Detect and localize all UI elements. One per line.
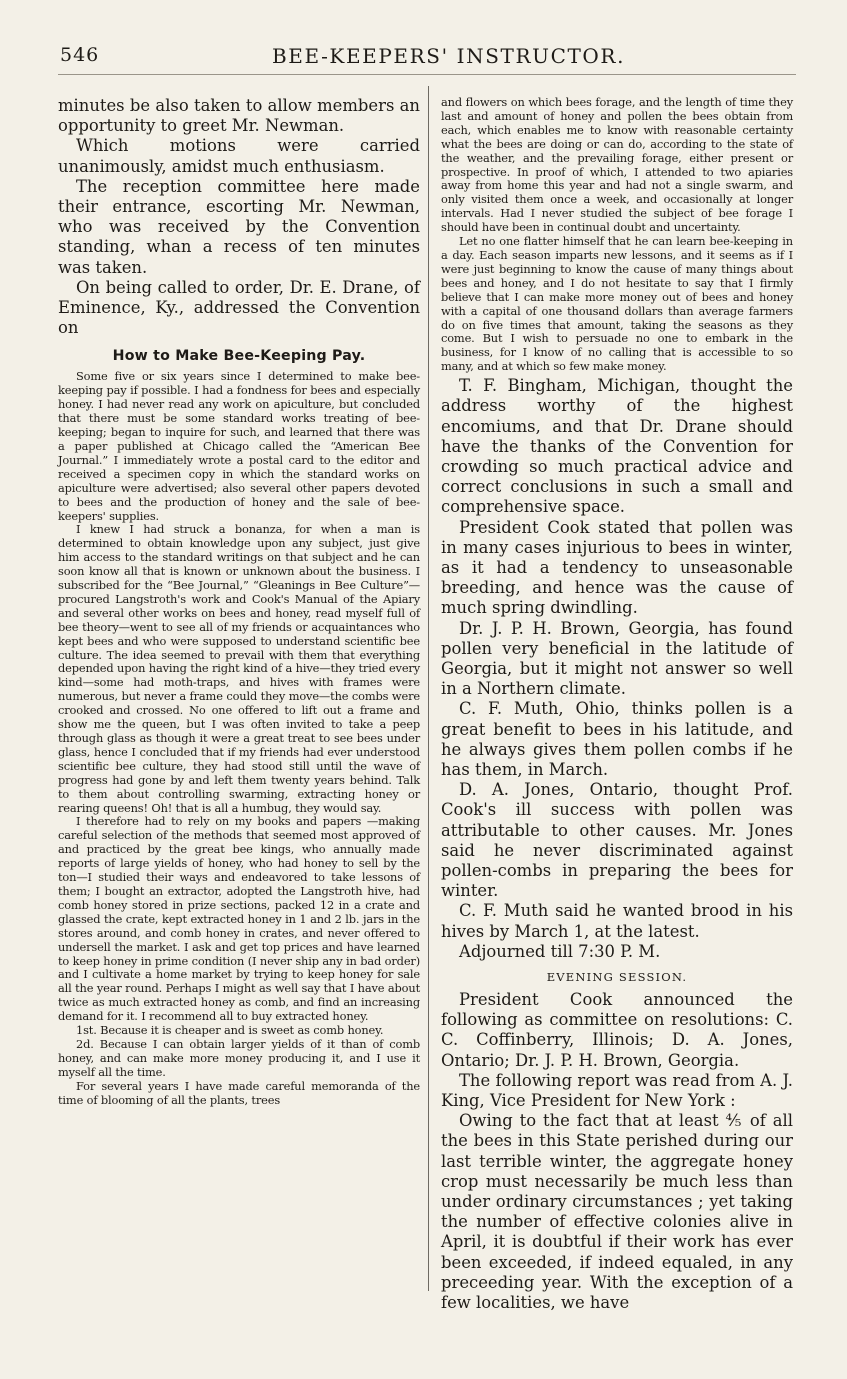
address-paragraph: For several years I have made careful memoranda of the time of blooming of all the plants, trees	[58, 1078, 420, 1107]
address-paragraph: 2d. Because I can obtain larger yields of it than of comb honey, and can make more money producing it, and I use it myself all the time.	[58, 1036, 420, 1079]
paragraph: The following report was read from A. J. King, Vice President for New York :	[441, 1070, 793, 1111]
paragraph: Dr. J. P. H. Brown, Georgia, has found pollen very beneficial in the latitude of Georgia, but it might not answer so well in a Northern climate.	[441, 618, 793, 699]
paragraph: President Cook stated that pollen was in many cases injurious to bees in winter, as it had a tendency to unseasonable breeding, and hence was the cause of much spring dwindling.	[441, 517, 793, 618]
right-column	[441, 96, 793, 1313]
page-header	[60, 44, 780, 76]
paragraph: Which motions were carried unanimously, amidst much enthusiasm.	[58, 136, 420, 176]
paragraph: Owing to the fact that at least ⅘ of all the bees in this State perished during our last terrible winter, the aggregate honey crop must necessarily be much less than under ordinary circumstances ; yet taking the number of effective colonies alive in April, it is doubtful if their work has ever been exceeded, if indeed equaled, in any preceeding year. With the exception of a few localities, we have	[441, 1111, 793, 1313]
page-number: 546	[60, 44, 100, 66]
paragraph: President Cook announced the following as committee on resolutions: C. C. Coffinberry, Illinois; D. A. Jones, Ontario; Dr. J. P. H. Brown, Georgia.	[441, 990, 793, 1070]
running-title: BEE-KEEPERS' INSTRUCTOR.	[272, 44, 626, 68]
paragraph: D. A. Jones, Ontario, thought Prof. Cook's ill success with pollen was attributable to other causes. Mr. Jones said he never discriminated against pollen-combs in preparing the bees for winter.	[441, 780, 793, 901]
address-paragraph: Some five or six years since I determined to make bee-keeping pay if possible. I had a fondness for bees and especially honey. I had never read any work on apiculture, but concluded that there must be some standard works treating of bee-keeping; began to inquire for such, and learned that there was a paper published at Chicago called the “American Bee Journal.” I immediately wrote a postal card to the editor and received a specimen copy in which the standard works on apiculture were advertised; also several other papers devoted to bees and the production of honey and the sale of bee-keepers' supplies.	[58, 369, 420, 523]
address-paragraph: 1st. Because it is cheaper and is sweet as comb honey.	[76, 1023, 384, 1038]
paragraph: C. F. Muth said he wanted brood in his hives by March 1, at the latest.	[441, 901, 793, 941]
section-heading: How to Make Bee-Keeping Pay.	[112, 348, 366, 365]
paragraph: The reception committee here made their entrance, escorting Mr. Newman, who was received by the Convention standing, whan a recess of ten minutes was taken.	[58, 176, 420, 277]
evening-session-heading: EVENING SESSION.	[546, 970, 688, 985]
paragraph: C. F. Muth, Ohio, thinks pollen is a great benefit to bees in his latitude, and he always gives them pollen combs if he has them, in March.	[441, 699, 793, 779]
address-paragraph: and flowers on which bees forage, and the length of time they last and amount of honey and pollen the bees obtain from each, which enables me to know with reasonable certainty what the bees are doing or can do, according to the state of the weather, and the prevailing forage, either present or prospective. In proof of which, I attended to two apiaries away from home this year and had not a single swarm, and only visited them once a week, and occasionally at longer intervals. Had I never studied the subject of bee forage I should have been in continual doubt and uncertainty.	[441, 95, 793, 235]
left-column	[58, 96, 420, 1107]
paragraph: Adjourned till 7:30 P. M.	[459, 941, 661, 961]
paragraph: T. F. Bingham, Michigan, thought the address worthy of the highest encomiums, and that Dr. Drane should have the thanks of the Convention for crowding so much practical advice and correct conclusions in such a small and comprehensive space.	[441, 376, 793, 517]
address-paragraph: I therefore had to rely on my books and papers —making careful selection of the methods that seemed most approved of and practiced by the great bee kings, who annually made reports of large yields of honey, who had honey to sell by the ton—I studied their ways and endeavored to take lessons of them; I bought an extractor, adopted the Langstroth hive, had comb honey stored in prize sections, packed 12 in a crate and glassed the crate, kept extracted honey in 1 and 2 lb. jars in the stores around, and comb honey in crates, and never offered to undersell the market. I ask and get top prices and have learned to keep honey in prime condition (I never ship any in bad order) and I cultivate a home market by trying to keep honey for sale all the year round. Perhaps I might as well say that I have about twice as much extracted honey as comb, and find an increasing demand for it. I recommend all to buy extracted honey.	[58, 814, 420, 1024]
address-paragraph: Let no one flatter himself that he can learn bee-keeping in a day. Each season imparts new lessons, and it seems as if I were just beginning to know the cause of many things about bees and honey, and I do not hesitate to say that I firmly believe that I can make more money out of bees and honey with a capital of one thousand dollars than average farmers do on five times that amount, taking the seasons as they come. But I wish to persuade no one to embark in the business, for I know of no calling that is accessible to so many, and at which so few make money.	[441, 234, 793, 374]
header-rule	[58, 74, 796, 75]
address-paragraph: I knew I had struck a bonanza, for when a man is determined to obtain knowledge upon any subject, just give him access to the standard writings on that subject and he can soon know all that is known or unknown about the business. I subscribed for the “Bee Journal,” “Gleanings in Bee Culture”—procured Langstroth's work and Cook's Manual of the Apiary and several other works on bees and honey, read myself full of bee theory—went to see all of my friends or acquaintances who kept bees and who were supposed to understand scientific bee culture. The idea seemed to prevail with them that everything depended upon having the right kind of a hive—they tried every kind—some had moth-traps, and hives with frames were numerous, but never a frame could they move—the combs were crooked and crossed. No one offered to lift out a frame and show me the queen, but I was often invited to take a peep through glass as though it were a great treat to see bees under glass, hence I concluded that if my friends had ever understood scientific bee culture, they had stood still until the wave of progress had gone by and left them twenty years behind. Talk to them about controlling swarming, extracting honey or rearing queens! Oh! that is all a humbug, they would say.	[58, 522, 420, 815]
paragraph: On being called to order, Dr. E. Drane, of Eminence, Ky., addressed the Convention on	[58, 277, 420, 338]
paragraph: minutes be also taken to allow members an opportunity to greet Mr. Newman.	[58, 96, 420, 136]
column-divider	[428, 86, 429, 1291]
